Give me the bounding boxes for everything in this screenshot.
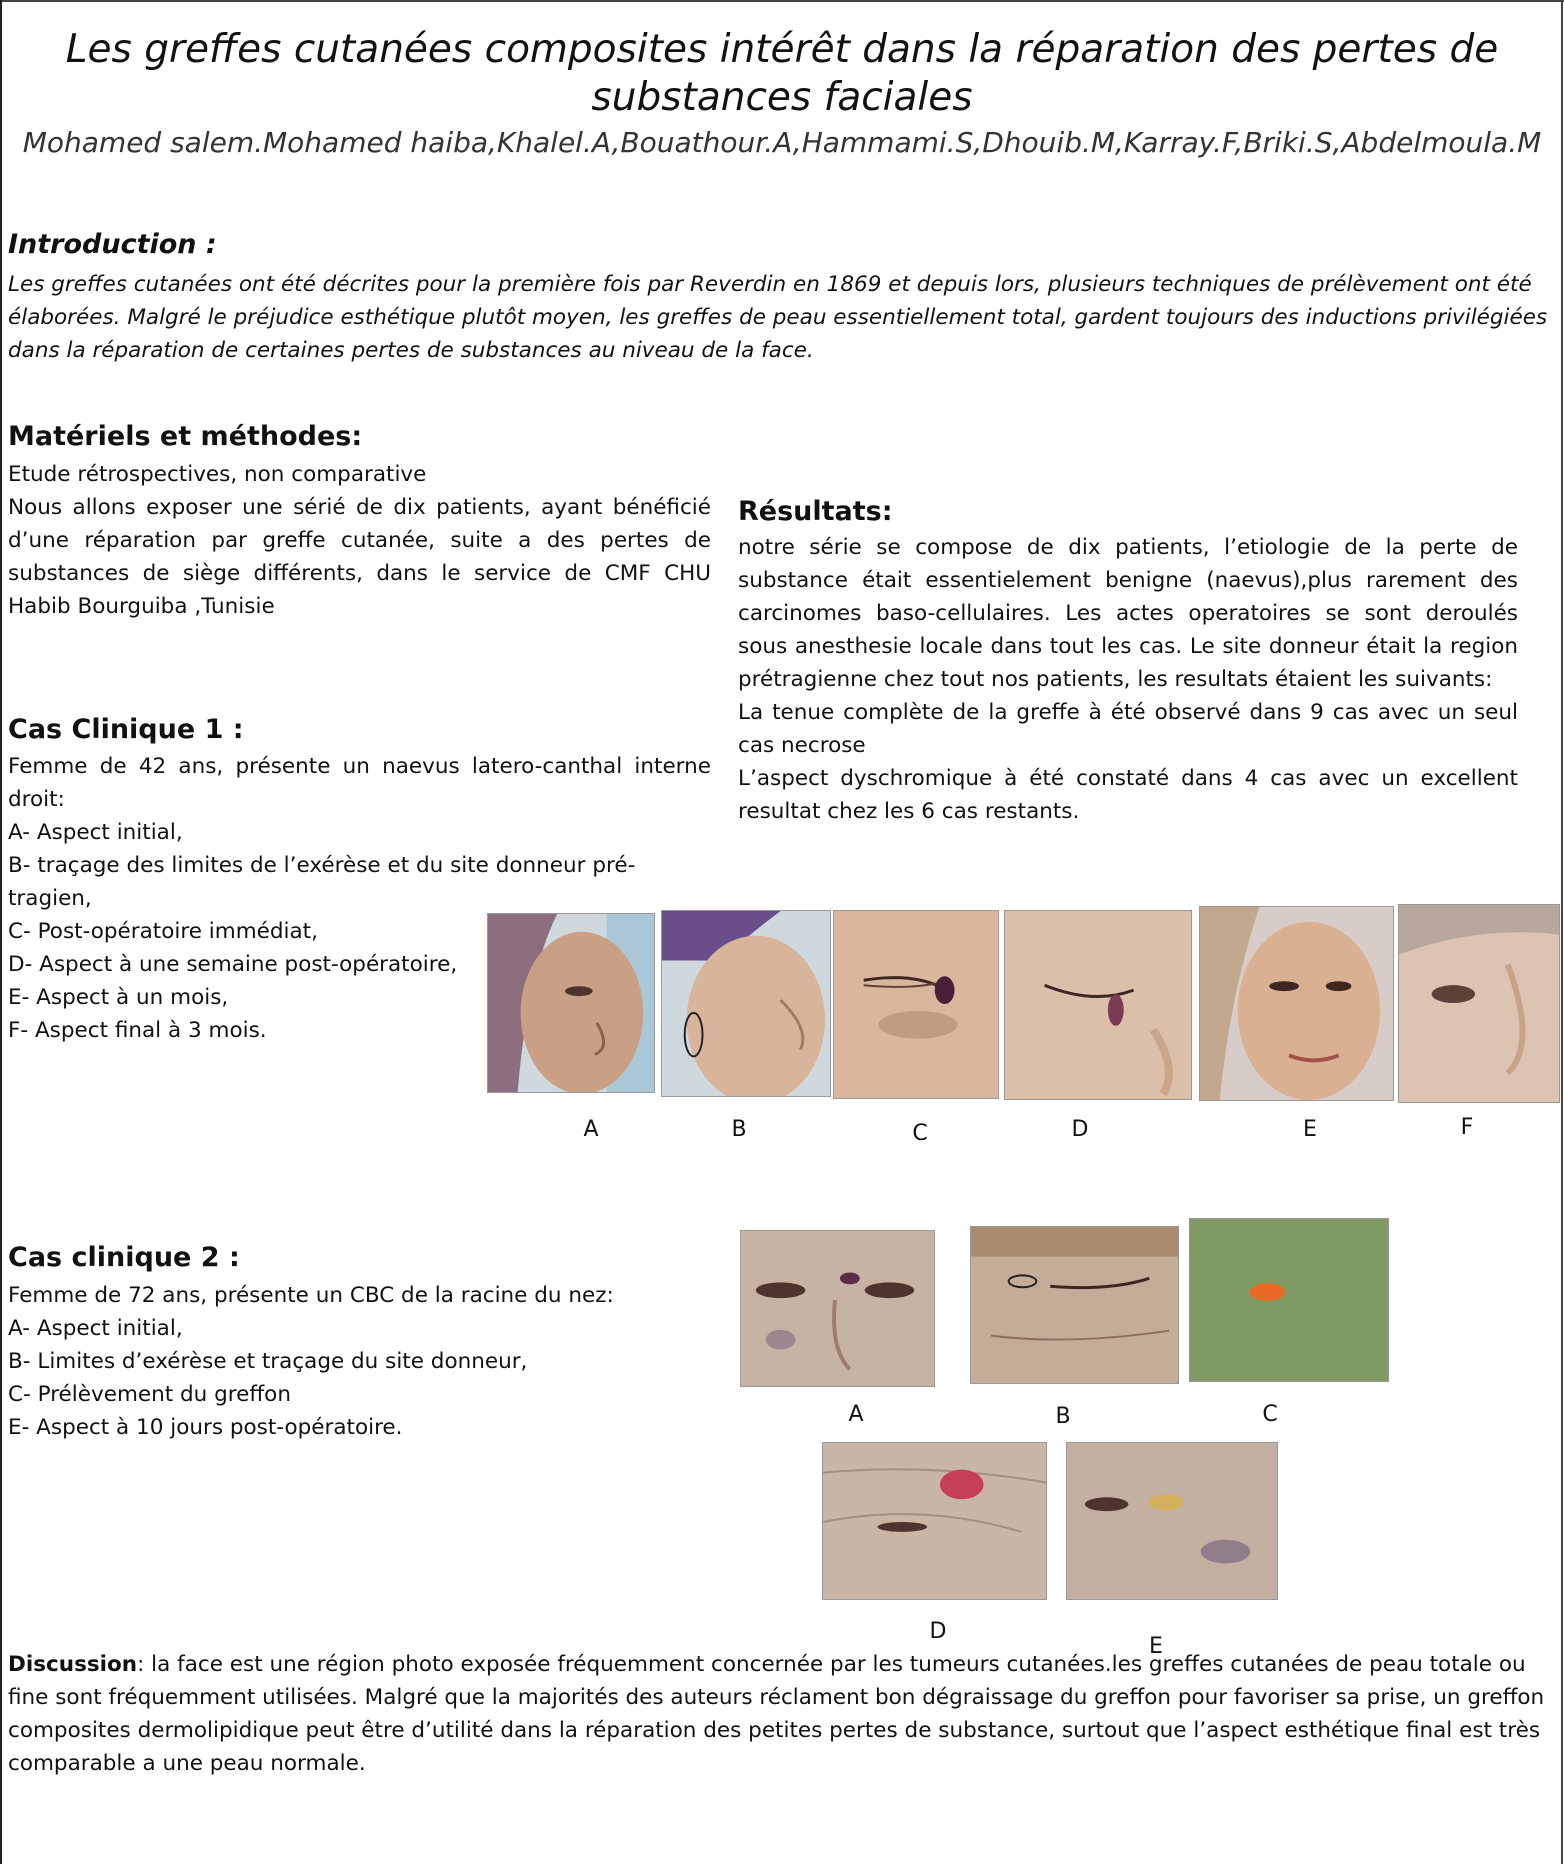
case2-photo-a (740, 1230, 935, 1387)
case2-photo-label-d: D (929, 1619, 947, 1644)
case2-photo-label-b: B (1055, 1404, 1071, 1429)
discussion (8, 1648, 1548, 1780)
case2-item: E- Aspect à 10 jours post-opératoire. (8, 1415, 403, 1440)
case2-intro: Femme de 72 ans, présente un CBC de la racine du nez: (8, 1283, 614, 1308)
case1-item: B- traçage des limites de l’exérèse et du site donneur pré-tragien, (8, 853, 636, 911)
poster-border-left (0, 0, 2, 1864)
case1-photo-e (1199, 906, 1394, 1101)
materials-text (8, 458, 711, 623)
case2-photo-e (1066, 1442, 1278, 1600)
case1-photo-d (1004, 910, 1192, 1100)
materials-line-1: Etude rétrospectives, non comparative (8, 462, 427, 487)
case2-photo-label-e: E (1149, 1634, 1163, 1659)
materials-heading: Matériels et méthodes: (8, 421, 363, 452)
case1-photo-label-a: A (583, 1117, 599, 1142)
case2-photo-b (970, 1226, 1179, 1384)
results-paragraph-2: La tenue complète de la greffe à été observé dans 9 cas avec un seul cas necrose (738, 700, 1518, 758)
case1-item: F- Aspect final à 3 mois. (8, 1018, 267, 1043)
case1-item: E- Aspect à un mois, (8, 985, 229, 1010)
case1-photo-a (487, 913, 655, 1093)
case1-photo-b (661, 910, 831, 1097)
introduction-text: Les greffes cutanées ont été décrites pour la première fois par Reverdin en 1869 et depuis lors, plusieurs techniques de prélèvement ont été élaborées. Malgré le préjudice esthétique plutôt moyen, les greffes de peau essentiellement total, gardent toujours des inductions privilégiées dans la réparation de certaines pertes de substances au niveau de la face. (8, 272, 1548, 363)
case1-photo-f (1398, 904, 1560, 1103)
results-heading: Résultats: (738, 496, 893, 527)
case2-photo-c (1189, 1218, 1389, 1382)
discussion-label: Discussion (8, 1652, 138, 1677)
results-paragraph-3: L’aspect dyschromique à été constaté dans 4 cas avec un excellent resultat chez les 6 cas restants. (738, 766, 1518, 824)
case2-item: B- Limites d’exérèse et traçage du site donneur, (8, 1349, 528, 1374)
case1-photo-c (833, 910, 999, 1099)
poster-border-top (0, 0, 1564, 2)
case1-photo-label-c: C (912, 1121, 928, 1146)
poster-title: Les greffes cutanées composites intérêt dans la réparation des pertes de substances faciales (65, 27, 1499, 120)
case1-item: D- Aspect à une semaine post-opératoire, (8, 952, 458, 977)
case1-photo-label-d: D (1071, 1117, 1089, 1142)
discussion-text: : la face est une région photo exposée fréquemment concernée par les tumeurs cutanées.les greffes cutanées de peau totale ou fine sont fréquemment utilisées. Malgré que la majorités des auteurs réclament bon dégraissage du greffon pour favoriser sa prise, un greffon composites dermolipidique peut être d’utilité dans la réparation des petites pertes de substance, surtout que l’aspect esthétique final est très comparable a une peau normale. (8, 1652, 1545, 1776)
case1-photo-label-f: F (1460, 1115, 1474, 1140)
results-paragraph-1: notre série se compose de dix patients, l’etiologie de la perte de substance était essentielement benigne (naevus),plus rarement des carcinomes baso-cellulaires. Les actes operatoires se sont deroulés sous anesthesie locale dans tout les cas. Le site donneur était la region prétragienne chez tout nos patients, les resultats étaient les suivants: (738, 535, 1518, 692)
case2-item: C- Prélèvement du greffon (8, 1382, 291, 1407)
case1-text (8, 750, 711, 816)
poster-border-right (1561, 0, 1563, 1864)
case1-photo-label-e: E (1303, 1117, 1317, 1142)
case2-item: A- Aspect initial, (8, 1316, 183, 1341)
results-text (738, 531, 1518, 828)
case1-item: C- Post-opératoire immédiat, (8, 919, 318, 944)
case1-heading: Cas Clinique 1 : (8, 714, 244, 745)
case2-text (8, 1279, 708, 1444)
author-list: Mohamed salem.Mohamed haiba,Khalel.A,Bouathour.A,Hammami.S,Dhouib.M,Karray.F,Briki.S,Abdelmoula.M (22, 126, 1542, 159)
case1-photo-label-b: B (731, 1117, 747, 1142)
case2-heading: Cas clinique 2 : (8, 1242, 240, 1273)
case2-photo-label-a: A (848, 1402, 864, 1427)
case2-photo-label-c: C (1262, 1402, 1278, 1427)
case1-intro: Femme de 42 ans, présente un naevus latero-canthal interne droit: (8, 754, 711, 812)
case2-photo-d (822, 1442, 1047, 1600)
introduction-heading: Introduction : (8, 229, 217, 260)
materials-line-2: Nous allons exposer une sérié de dix patients, ayant bénéficié d’une réparation par greffe cutanée, suite a des pertes de substances de siège différents, dans le service de CMF CHU Habib Bourguiba ,Tunisie (8, 495, 711, 619)
case1-item: A- Aspect initial, (8, 820, 183, 845)
